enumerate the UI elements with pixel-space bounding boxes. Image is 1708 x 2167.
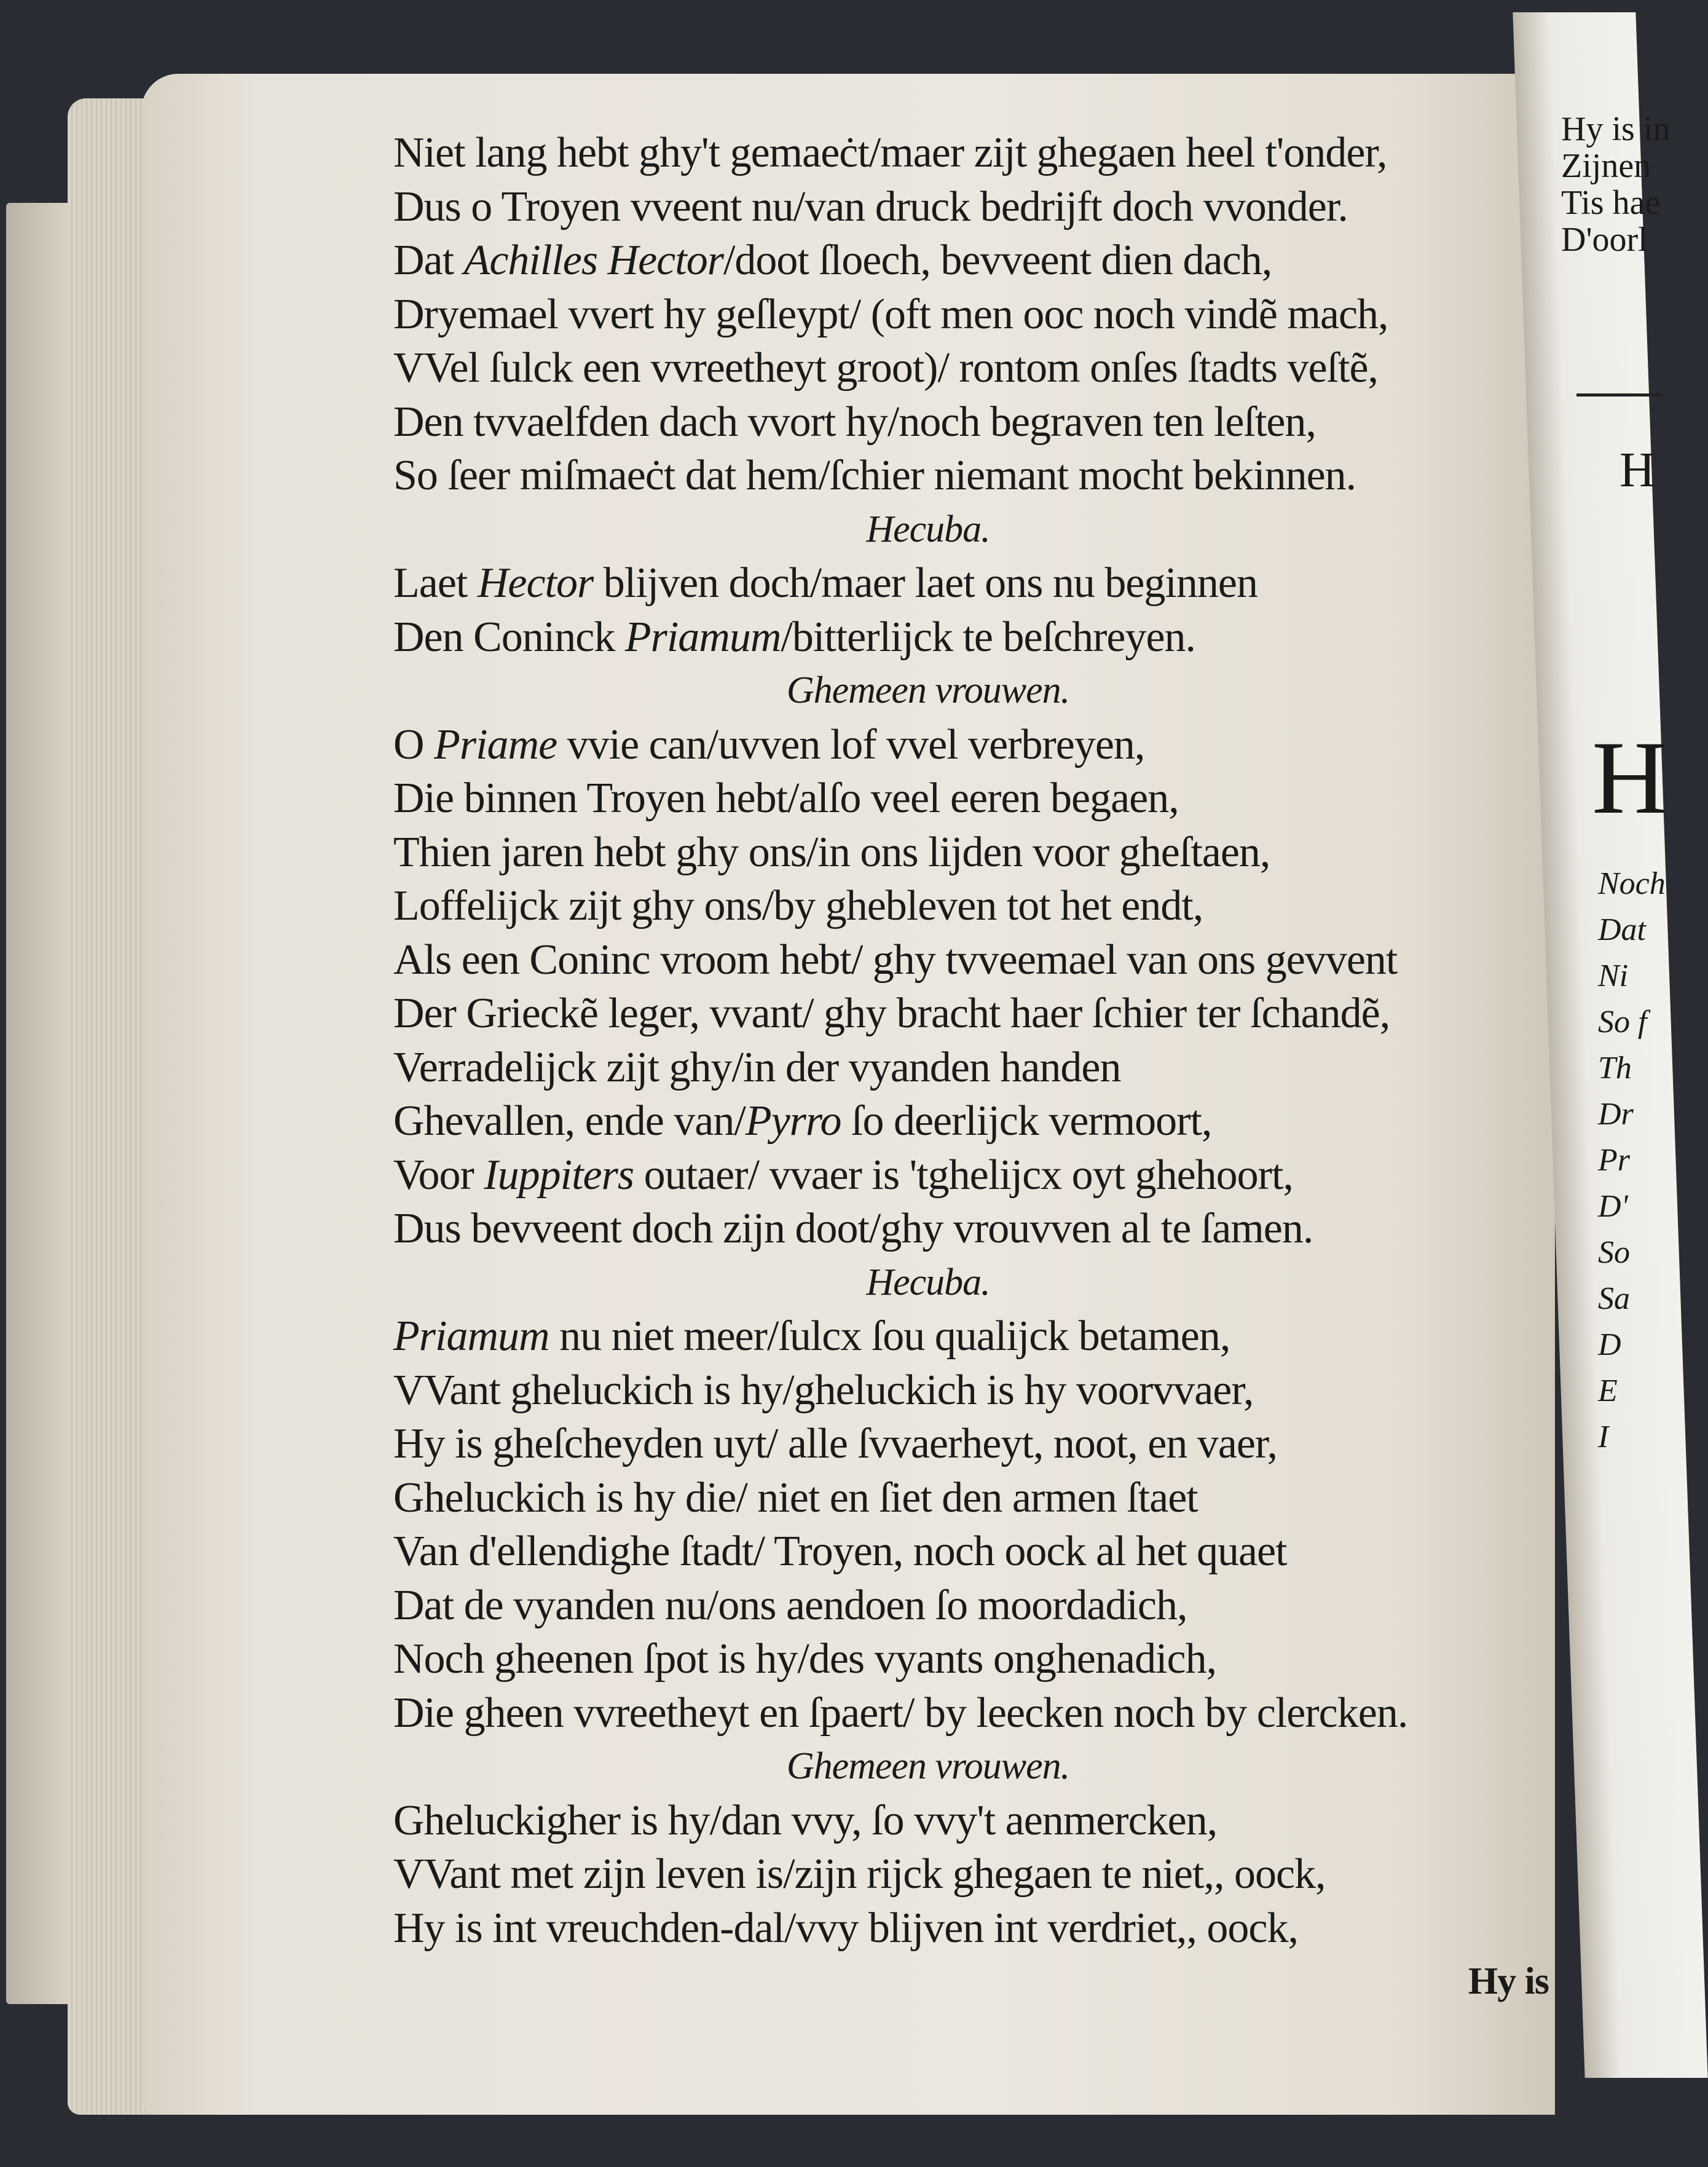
verse-text: Den tvvaelfden dach vvort hy/noch begraven ten leſten, (393, 398, 1316, 446)
right-page-fragment: E (1598, 1373, 1618, 1408)
verse-line (393, 288, 1549, 342)
verse-line (393, 234, 1549, 288)
verse-line (393, 718, 1549, 772)
verse-line (393, 449, 1549, 503)
verse-text: Ghevallen, ende van/ (393, 1097, 746, 1145)
left-page-text (393, 126, 1549, 2009)
verse-line (393, 126, 1549, 180)
verse-text: Hy is gheſcheyden uyt/ alle ſvvaerheyt, noot, en vaer, (393, 1420, 1277, 1467)
verse-line (393, 1471, 1549, 1525)
verse-text: Verradelijck zijt ghy/in der vyanden handen (393, 1043, 1121, 1091)
verse-text: Gheluckich is hy die/ niet en ſiet den armen ſtaet (393, 1474, 1198, 1522)
right-page-line: Hy is in (1561, 110, 1671, 148)
right-page-fragment: So f (1598, 1005, 1647, 1040)
verse-line (393, 1202, 1549, 1256)
verse-text: Ghemeen vrouwen. (786, 669, 1070, 711)
italic-name: Priame (434, 720, 557, 768)
right-page-line: Zijnen (1561, 147, 1651, 185)
verse-text: Dus o Troyen vveent nu/van druck bedrijft doch vvonder. (393, 183, 1348, 231)
verse-text: Hecuba. (866, 1261, 990, 1303)
right-page-fragment: D (1598, 1327, 1621, 1362)
right-page-fragment: Th (1598, 1051, 1632, 1086)
right-page-line: Tis hae (1561, 184, 1661, 222)
right-page-fragment: Ni (1598, 958, 1629, 993)
verse-text: Als een Coninc vroom hebt/ ghy tvveemael van ons gevvent (393, 936, 1398, 984)
right-page-fragment: Pr (1598, 1143, 1630, 1178)
verse-line (393, 879, 1549, 933)
verse-line (393, 180, 1549, 234)
verse-text: Laet (393, 559, 478, 607)
verse-text: Dryemael vvert hy geſleypt/ (oft men ooc noch vindẽ mach, (393, 290, 1388, 338)
verse-line (393, 987, 1549, 1041)
verse-line (393, 1901, 1549, 1956)
verse-text: Van d'ellendighe ſtadt/ Troyen, noch oock al het quaet (393, 1528, 1287, 1575)
verse-text: blijven doch/maer laet ons nu beginnen (593, 559, 1257, 607)
verse-line (393, 341, 1549, 395)
verse-line (393, 826, 1549, 880)
verse-line (393, 1041, 1549, 1095)
catchword: Hy is (1468, 1960, 1549, 2002)
verse-line (393, 556, 1549, 610)
verse-line (393, 1364, 1549, 1418)
right-page-fragments (1598, 861, 1666, 1460)
verse-text: Den Coninck (393, 613, 625, 661)
speaker-heading (393, 1740, 1549, 1794)
verse-line (393, 610, 1549, 665)
verse-text: Loffelijck zijt ghy ons/by ghebleven tot het endt, (393, 882, 1203, 930)
verse-line (393, 1847, 1549, 1901)
verse-text: VVel ſulck een vvreetheyt groot)/ rontom onſes ſtadts veſtẽ, (393, 344, 1379, 392)
verse-text: ſo deerlijck vermoort, (841, 1097, 1212, 1145)
speaker-heading (393, 1256, 1549, 1310)
verse-text: Noch gheenen ſpot is hy/des vyants onghenadich, (393, 1635, 1217, 1683)
right-page-fragment: So (1598, 1235, 1630, 1270)
verse-text: /doot ſloech, bevveent dien dach, (723, 237, 1272, 284)
verse-text: Hecuba. (866, 508, 990, 550)
horizontal-rule (1576, 393, 1663, 397)
verse-text: Der Grieckẽ leger, vvant/ ghy bracht haer ſchier ter ſchandẽ, (393, 990, 1390, 1037)
right-page-heading: H (1619, 443, 1655, 497)
italic-name: Achilles Hector (463, 237, 723, 284)
italic-name: Priamum (624, 613, 781, 661)
verse-text: nu niet meer/ſulcx ſou qualijck betamen, (549, 1312, 1230, 1360)
verse-line (393, 1309, 1549, 1364)
right-page-fragment: D' (1598, 1189, 1628, 1224)
verse-text: Voor (393, 1151, 484, 1199)
verse-line (393, 1094, 1549, 1148)
verse-text: outaer/ vvaer is 'tghelijcx oyt ghehoort, (634, 1151, 1293, 1199)
verse-line (393, 1579, 1549, 1633)
verse-text: Niet lang hebt ghy't gemaeċt/maer zijt ghegaen heel t'onder, (393, 129, 1387, 176)
verse-line (393, 1148, 1549, 1202)
right-page-fragment: Noch (1598, 866, 1666, 901)
right-page-fragment: I (1598, 1419, 1609, 1455)
verse-text: Die binnen Troyen hebt/alſo veel eeren begaen, (393, 775, 1179, 822)
verse-text: VVant met zijn leven is/zijn rijck ghegaen te niet,, oock, (393, 1850, 1326, 1898)
verse-line (393, 1794, 1549, 1848)
right-page-fragment: Dat (1598, 912, 1646, 947)
verse-text: Thien jaren hebt ghy ons/in ons lijden voor gheſtaen, (393, 828, 1270, 876)
italic-name: Priamum (393, 1312, 549, 1360)
speaker-heading (393, 664, 1549, 718)
italic-name: Pyrro (745, 1097, 841, 1145)
speaker-heading (393, 503, 1549, 557)
verse-line (393, 1686, 1549, 1740)
verse-text: So ſeer miſmaeċt dat hem/ſchier niemant mocht bekinnen. (393, 452, 1356, 499)
verse-text: VVant gheluckich is hy/gheluckich is hy voorvvaer, (393, 1366, 1254, 1414)
verse-line (393, 1417, 1549, 1471)
verse-text: Die gheen vvreetheyt en ſpaert/ by leecken noch by clercken. (393, 1689, 1408, 1737)
verse-line (393, 395, 1549, 449)
verse-text: Hy is int vreuchden-dal/vvy blijven int verdriet,, oock, (393, 1904, 1298, 1952)
verse-text: Dus bevveent doch zijn doot/ghy vrouvven al te ſamen. (393, 1205, 1313, 1252)
verse-text: /bitterlijck te beſchreyen. (781, 613, 1196, 661)
right-page-fragment: Dr (1598, 1097, 1634, 1132)
verse-line (393, 933, 1549, 987)
verse-text: Dat (393, 237, 464, 284)
verse-line (393, 1525, 1549, 1579)
verse-text: O (393, 720, 435, 768)
italic-name: Iuppiters (484, 1151, 634, 1199)
right-page-line: D'oorl (1561, 221, 1648, 259)
verse-text: Dat de vyanden nu/ons aendoen ſo moordadich, (393, 1581, 1187, 1629)
verse-line (393, 1632, 1549, 1686)
right-page-fragment: Sa (1598, 1281, 1630, 1316)
right-page-initial: H (1592, 720, 1667, 835)
right-page-top-lines (1561, 111, 1670, 258)
verse-text: Gheluckigher is hy/dan vvy, ſo vvy't aenmercken, (393, 1796, 1218, 1844)
italic-name: Hector (477, 559, 594, 607)
verse-text: vvie can/uvven lof vvel verbreyen, (557, 720, 1145, 768)
verse-text: Ghemeen vrouwen. (786, 1745, 1070, 1787)
verse-line (393, 772, 1549, 826)
